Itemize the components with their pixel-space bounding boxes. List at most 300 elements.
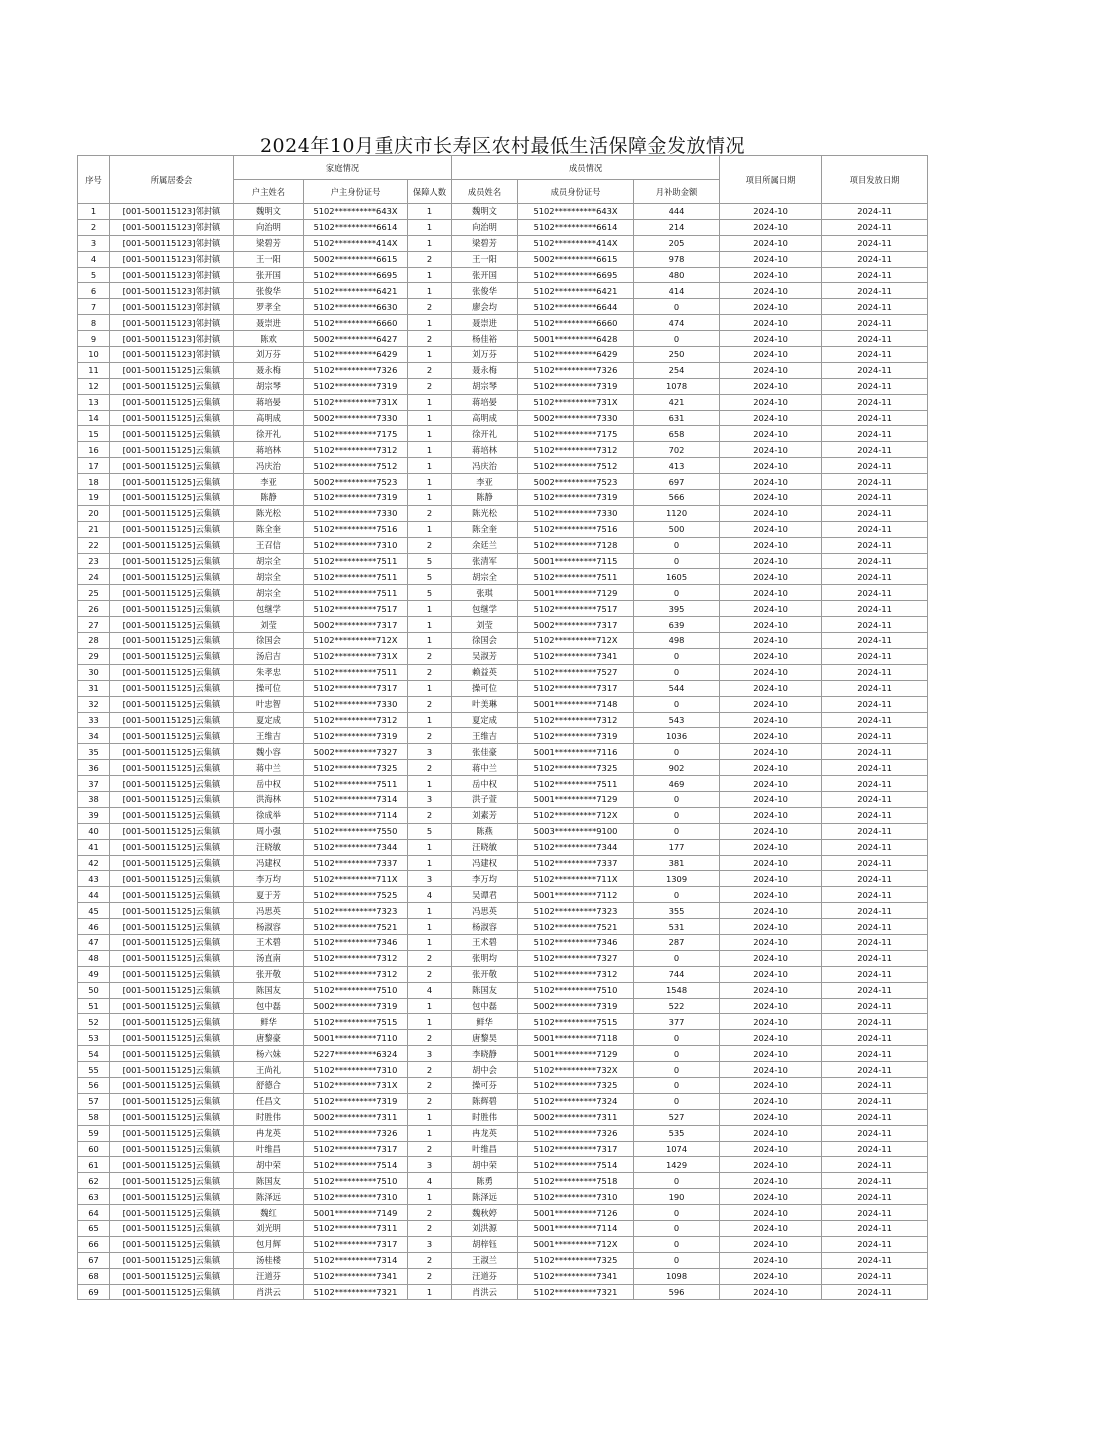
cell-head-name: 张俊华 [234, 283, 304, 299]
cell-payment-date: 2024-11 [822, 839, 928, 855]
cell-covered-count: 1 [408, 903, 452, 919]
table-row [78, 712, 928, 728]
header-member-name: 成员姓名 [452, 180, 518, 204]
cell-payment-date: 2024-11 [822, 1236, 928, 1252]
document-title: 2024年10月重庆市长寿区农村最低生活保障金发放情况 [259, 135, 746, 157]
cell-payment-date: 2024-11 [822, 490, 928, 506]
table-row [78, 648, 928, 664]
cell-head-id: 5102**********7323 [304, 903, 408, 919]
cell-monthly-amount: 190 [634, 1189, 720, 1205]
cell-monthly-amount: 0 [634, 1221, 720, 1237]
cell-committee: [001-500115125]云集镇 [110, 1284, 234, 1300]
cell-project-period: 2024-10 [720, 521, 822, 537]
cell-payment-date: 2024-11 [822, 1141, 928, 1157]
cell-covered-count: 2 [408, 505, 452, 521]
cell-member-name: 王一阳 [452, 251, 518, 267]
cell-head-name: 魏明文 [234, 204, 304, 220]
cell-member-id: 5102**********7319 [518, 490, 634, 506]
cell-project-period: 2024-10 [720, 998, 822, 1014]
table-row [78, 1062, 928, 1078]
cell-head-id: 5002**********7317 [304, 617, 408, 633]
table-row [78, 998, 928, 1014]
cell-head-id: 5102**********7326 [304, 1125, 408, 1141]
cell-member-name: 唐黎昊 [452, 1030, 518, 1046]
table-row [78, 1157, 928, 1173]
cell-covered-count: 1 [408, 267, 452, 283]
cell-covered-count: 1 [408, 410, 452, 426]
cell-head-name: 时胜伟 [234, 1109, 304, 1125]
cell-head-id: 5002**********6427 [304, 331, 408, 347]
cell-covered-count: 4 [408, 887, 452, 903]
cell-member-name: 李晓静 [452, 1046, 518, 1062]
cell-member-name: 王术碧 [452, 934, 518, 950]
cell-payment-date: 2024-11 [822, 569, 928, 585]
cell-member-id: 5102**********643X [518, 204, 634, 220]
cell-payment-date: 2024-11 [822, 1189, 928, 1205]
cell-committee: [001-500115125]云集镇 [110, 458, 234, 474]
cell-payment-date: 2024-11 [822, 410, 928, 426]
cell-member-id: 5102**********7330 [518, 505, 634, 521]
cell-payment-date: 2024-11 [822, 664, 928, 680]
cell-covered-count: 5 [408, 585, 452, 601]
cell-head-name: 舒德合 [234, 1077, 304, 1093]
cell-covered-count: 2 [408, 950, 452, 966]
cell-head-name: 杨淑容 [234, 919, 304, 935]
table-row [78, 1268, 928, 1284]
cell-covered-count: 1 [408, 474, 452, 490]
cell-project-period: 2024-10 [720, 839, 822, 855]
cell-member-name: 操可位 [452, 680, 518, 696]
cell-member-id: 5102**********6614 [518, 219, 634, 235]
cell-project-period: 2024-10 [720, 728, 822, 744]
cell-head-id: 5102**********7312 [304, 950, 408, 966]
cell-index: 30 [78, 664, 110, 680]
cell-head-id: 5102**********7317 [304, 680, 408, 696]
cell-index: 10 [78, 347, 110, 363]
cell-member-name: 张开敬 [452, 966, 518, 982]
cell-member-name: 张佳豪 [452, 744, 518, 760]
cell-monthly-amount: 1605 [634, 569, 720, 585]
cell-head-name: 周小强 [234, 823, 304, 839]
cell-member-name: 鲜华 [452, 1014, 518, 1030]
cell-committee: [001-500115125]云集镇 [110, 569, 234, 585]
cell-member-name: 赖益英 [452, 664, 518, 680]
cell-project-period: 2024-10 [720, 807, 822, 823]
cell-member-id: 5102**********7511 [518, 776, 634, 792]
cell-committee: [001-500115125]云集镇 [110, 490, 234, 506]
cell-member-id: 5102**********7319 [518, 728, 634, 744]
cell-monthly-amount: 414 [634, 283, 720, 299]
cell-monthly-amount: 639 [634, 617, 720, 633]
cell-head-id: 5102**********7510 [304, 1173, 408, 1189]
cell-head-id: 5102**********7346 [304, 934, 408, 950]
cell-project-period: 2024-10 [720, 1077, 822, 1093]
cell-covered-count: 1 [408, 426, 452, 442]
table-row [78, 807, 928, 823]
cell-covered-count: 1 [408, 1125, 452, 1141]
table-row [78, 871, 928, 887]
header-payment-date: 项目发放日期 [822, 156, 928, 204]
cell-member-name: 张明均 [452, 950, 518, 966]
cell-head-name: 胡宗全 [234, 569, 304, 585]
cell-index: 29 [78, 648, 110, 664]
cell-monthly-amount: 377 [634, 1014, 720, 1030]
cell-index: 53 [78, 1030, 110, 1046]
cell-index: 23 [78, 553, 110, 569]
cell-project-period: 2024-10 [720, 490, 822, 506]
cell-payment-date: 2024-11 [822, 347, 928, 363]
cell-covered-count: 2 [408, 251, 452, 267]
cell-payment-date: 2024-11 [822, 474, 928, 490]
cell-member-id: 5001**********6428 [518, 331, 634, 347]
cell-monthly-amount: 421 [634, 394, 720, 410]
cell-committee: [001-500115125]云集镇 [110, 537, 234, 553]
header-project-period: 项目所属日期 [720, 156, 822, 204]
cell-payment-date: 2024-11 [822, 362, 928, 378]
cell-committee: [001-500115125]云集镇 [110, 505, 234, 521]
cell-member-name: 杨佳裕 [452, 331, 518, 347]
header-head-id: 户主身份证号 [304, 180, 408, 204]
cell-index: 21 [78, 521, 110, 537]
cell-monthly-amount: 0 [634, 807, 720, 823]
cell-project-period: 2024-10 [720, 617, 822, 633]
cell-monthly-amount: 1098 [634, 1268, 720, 1284]
cell-committee: [001-500115125]云集镇 [110, 521, 234, 537]
cell-monthly-amount: 0 [634, 1173, 720, 1189]
cell-member-id: 5102**********7511 [518, 569, 634, 585]
cell-project-period: 2024-10 [720, 934, 822, 950]
cell-monthly-amount: 500 [634, 521, 720, 537]
cell-head-name: 张开敬 [234, 966, 304, 982]
cell-member-name: 陈燕 [452, 823, 518, 839]
cell-index: 27 [78, 617, 110, 633]
cell-committee: [001-500115125]云集镇 [110, 1030, 234, 1046]
cell-member-id: 5102**********7310 [518, 1189, 634, 1205]
cell-member-name: 向治明 [452, 219, 518, 235]
cell-payment-date: 2024-11 [822, 283, 928, 299]
cell-member-name: 魏秋婷 [452, 1205, 518, 1221]
cell-index: 7 [78, 299, 110, 315]
cell-member-id: 5001**********7129 [518, 1046, 634, 1062]
cell-covered-count: 3 [408, 744, 452, 760]
cell-project-period: 2024-10 [720, 1157, 822, 1173]
cell-member-id: 5102**********7527 [518, 664, 634, 680]
cell-head-name: 肖洪云 [234, 1284, 304, 1300]
cell-head-name: 汪道芬 [234, 1268, 304, 1284]
cell-committee: [001-500115125]云集镇 [110, 712, 234, 728]
cell-member-name: 陈国友 [452, 982, 518, 998]
cell-covered-count: 2 [408, 664, 452, 680]
cell-project-period: 2024-10 [720, 283, 822, 299]
cell-member-name: 陈泽远 [452, 1189, 518, 1205]
cell-head-id: 5102**********7521 [304, 919, 408, 935]
cell-covered-count: 2 [408, 1205, 452, 1221]
cell-head-id: 5102**********7114 [304, 807, 408, 823]
cell-index: 68 [78, 1268, 110, 1284]
cell-covered-count: 1 [408, 998, 452, 1014]
cell-head-id: 5102**********731X [304, 1077, 408, 1093]
cell-project-period: 2024-10 [720, 871, 822, 887]
cell-project-period: 2024-10 [720, 1109, 822, 1125]
cell-head-name: 夏定成 [234, 712, 304, 728]
table-row [78, 1205, 928, 1221]
cell-project-period: 2024-10 [720, 426, 822, 442]
cell-committee: [001-500115125]云集镇 [110, 934, 234, 950]
cell-monthly-amount: 1548 [634, 982, 720, 998]
table-row [78, 426, 928, 442]
cell-member-name: 李万均 [452, 871, 518, 887]
header-covered-count: 保障人数 [408, 180, 452, 204]
table-body [78, 204, 928, 1300]
cell-payment-date: 2024-11 [822, 982, 928, 998]
cell-covered-count: 1 [408, 394, 452, 410]
cell-member-id: 5102**********7312 [518, 966, 634, 982]
table-row [78, 617, 928, 633]
cell-head-name: 陈静 [234, 490, 304, 506]
cell-covered-count: 4 [408, 1173, 452, 1189]
cell-covered-count: 1 [408, 776, 452, 792]
cell-payment-date: 2024-11 [822, 934, 928, 950]
cell-member-id: 5102**********7325 [518, 1077, 634, 1093]
cell-member-name: 王维吉 [452, 728, 518, 744]
table-row [78, 1014, 928, 1030]
cell-committee: [001-500115125]云集镇 [110, 839, 234, 855]
cell-covered-count: 2 [408, 378, 452, 394]
cell-member-name: 胡宗全 [452, 569, 518, 585]
cell-member-id: 5102**********711X [518, 871, 634, 887]
cell-committee: [001-500115125]云集镇 [110, 744, 234, 760]
cell-project-period: 2024-10 [720, 474, 822, 490]
cell-head-name: 冯思英 [234, 903, 304, 919]
cell-monthly-amount: 177 [634, 839, 720, 855]
cell-member-name: 刘万芬 [452, 347, 518, 363]
table-row [78, 1109, 928, 1125]
cell-head-name: 包月辉 [234, 1236, 304, 1252]
cell-index: 40 [78, 823, 110, 839]
cell-head-id: 5001**********7110 [304, 1030, 408, 1046]
cell-member-id: 5102**********7175 [518, 426, 634, 442]
cell-payment-date: 2024-11 [822, 966, 928, 982]
cell-covered-count: 1 [408, 219, 452, 235]
cell-monthly-amount: 0 [634, 950, 720, 966]
table-row [78, 1125, 928, 1141]
cell-payment-date: 2024-11 [822, 521, 928, 537]
cell-index: 42 [78, 855, 110, 871]
cell-covered-count: 1 [408, 617, 452, 633]
cell-index: 50 [78, 982, 110, 998]
table-row [78, 633, 928, 649]
cell-payment-date: 2024-11 [822, 1205, 928, 1221]
cell-head-id: 5102**********7312 [304, 966, 408, 982]
cell-index: 2 [78, 219, 110, 235]
cell-index: 11 [78, 362, 110, 378]
table-row [78, 219, 928, 235]
table-row [78, 839, 928, 855]
table-row [78, 585, 928, 601]
cell-monthly-amount: 535 [634, 1125, 720, 1141]
cell-covered-count: 5 [408, 823, 452, 839]
cell-monthly-amount: 697 [634, 474, 720, 490]
table-row [78, 664, 928, 680]
table-row [78, 490, 928, 506]
cell-monthly-amount: 381 [634, 855, 720, 871]
cell-member-id: 5102**********6644 [518, 299, 634, 315]
cell-member-id: 5102**********731X [518, 394, 634, 410]
cell-head-id: 5102**********7510 [304, 982, 408, 998]
cell-index: 25 [78, 585, 110, 601]
cell-index: 32 [78, 696, 110, 712]
cell-payment-date: 2024-11 [822, 823, 928, 839]
cell-member-name: 刘洪源 [452, 1221, 518, 1237]
cell-member-id: 5001**********7129 [518, 791, 634, 807]
cell-head-name: 洪海林 [234, 791, 304, 807]
cell-project-period: 2024-10 [720, 1173, 822, 1189]
cell-head-id: 5102**********7319 [304, 490, 408, 506]
cell-committee: [001-500115125]云集镇 [110, 1109, 234, 1125]
cell-index: 35 [78, 744, 110, 760]
cell-member-id: 5001**********7116 [518, 744, 634, 760]
cell-project-period: 2024-10 [720, 1189, 822, 1205]
cell-head-id: 5102**********7317 [304, 1236, 408, 1252]
cell-index: 14 [78, 410, 110, 426]
cell-index: 59 [78, 1125, 110, 1141]
cell-covered-count: 2 [408, 1252, 452, 1268]
cell-member-id: 5001**********7148 [518, 696, 634, 712]
cell-index: 44 [78, 887, 110, 903]
cell-index: 33 [78, 712, 110, 728]
cell-head-name: 汤直南 [234, 950, 304, 966]
cell-member-name: 张开国 [452, 267, 518, 283]
cell-head-id: 5102**********7326 [304, 362, 408, 378]
cell-member-id: 5002**********7317 [518, 617, 634, 633]
cell-index: 51 [78, 998, 110, 1014]
cell-head-name: 汤桂楼 [234, 1252, 304, 1268]
cell-member-id: 5102**********712X [518, 633, 634, 649]
cell-head-id: 5227**********6324 [304, 1046, 408, 1062]
cell-payment-date: 2024-11 [822, 394, 928, 410]
cell-covered-count: 3 [408, 1236, 452, 1252]
cell-head-name: 王尚礼 [234, 1062, 304, 1078]
cell-project-period: 2024-10 [720, 410, 822, 426]
cell-committee: [001-500115123]邻封镇 [110, 251, 234, 267]
cell-project-period: 2024-10 [720, 394, 822, 410]
cell-payment-date: 2024-11 [822, 553, 928, 569]
cell-head-id: 5102**********7514 [304, 1157, 408, 1173]
cell-payment-date: 2024-11 [822, 791, 928, 807]
cell-index: 38 [78, 791, 110, 807]
header-committee: 所属居委会 [110, 156, 234, 204]
cell-covered-count: 2 [408, 537, 452, 553]
cell-member-id: 5102**********7312 [518, 712, 634, 728]
cell-member-name: 叶维昌 [452, 1141, 518, 1157]
cell-payment-date: 2024-11 [822, 760, 928, 776]
cell-project-period: 2024-10 [720, 664, 822, 680]
cell-committee: [001-500115125]云集镇 [110, 998, 234, 1014]
cell-member-name: 李亚 [452, 474, 518, 490]
table-row [78, 982, 928, 998]
cell-member-name: 王淑兰 [452, 1252, 518, 1268]
cell-payment-date: 2024-11 [822, 537, 928, 553]
table-row [78, 855, 928, 871]
cell-monthly-amount: 480 [634, 267, 720, 283]
cell-payment-date: 2024-11 [822, 458, 928, 474]
cell-project-period: 2024-10 [720, 601, 822, 617]
cell-covered-count: 2 [408, 1221, 452, 1237]
cell-payment-date: 2024-11 [822, 919, 928, 935]
cell-head-name: 鲜华 [234, 1014, 304, 1030]
cell-member-name: 冉龙英 [452, 1125, 518, 1141]
cell-head-name: 陈全奎 [234, 521, 304, 537]
cell-member-name: 吴谭君 [452, 887, 518, 903]
cell-head-id: 5102**********7312 [304, 712, 408, 728]
header-head-name: 户主姓名 [234, 180, 304, 204]
header-row-top [78, 156, 928, 180]
cell-member-id: 5102**********7515 [518, 1014, 634, 1030]
cell-payment-date: 2024-11 [822, 1221, 928, 1237]
table-row [78, 235, 928, 251]
cell-member-name: 张清军 [452, 553, 518, 569]
cell-member-id: 5102**********6660 [518, 315, 634, 331]
cell-payment-date: 2024-11 [822, 712, 928, 728]
table-row [78, 950, 928, 966]
table-row [78, 728, 928, 744]
cell-head-id: 5102**********6695 [304, 267, 408, 283]
cell-committee: [001-500115125]云集镇 [110, 410, 234, 426]
table-row [78, 823, 928, 839]
cell-index: 17 [78, 458, 110, 474]
cell-head-id: 5102**********7330 [304, 696, 408, 712]
cell-payment-date: 2024-11 [822, 315, 928, 331]
cell-head-name: 王一阳 [234, 251, 304, 267]
cell-project-period: 2024-10 [720, 1236, 822, 1252]
cell-head-id: 5102**********7525 [304, 887, 408, 903]
table-row [78, 299, 928, 315]
cell-committee: [001-500115125]云集镇 [110, 1173, 234, 1189]
cell-payment-date: 2024-11 [822, 442, 928, 458]
table-row [78, 204, 928, 220]
cell-head-name: 杨六妹 [234, 1046, 304, 1062]
cell-head-id: 5102**********6614 [304, 219, 408, 235]
cell-member-id: 5102**********7326 [518, 1125, 634, 1141]
cell-payment-date: 2024-11 [822, 251, 928, 267]
cell-head-name: 蒋培晏 [234, 394, 304, 410]
cell-head-id: 5102**********7310 [304, 1062, 408, 1078]
table-header [78, 156, 928, 204]
cell-member-name: 蒋培林 [452, 442, 518, 458]
cell-monthly-amount: 1309 [634, 871, 720, 887]
cell-member-id: 5002**********7523 [518, 474, 634, 490]
table-row [78, 410, 928, 426]
cell-payment-date: 2024-11 [822, 744, 928, 760]
table-row [78, 378, 928, 394]
cell-monthly-amount: 0 [634, 1252, 720, 1268]
cell-monthly-amount: 566 [634, 490, 720, 506]
cell-project-period: 2024-10 [720, 251, 822, 267]
cell-covered-count: 2 [408, 760, 452, 776]
cell-covered-count: 3 [408, 1046, 452, 1062]
table-row [78, 887, 928, 903]
cell-member-name: 时胜伟 [452, 1109, 518, 1125]
cell-covered-count: 1 [408, 839, 452, 855]
cell-member-id: 5102**********7327 [518, 950, 634, 966]
cell-head-name: 陈光松 [234, 505, 304, 521]
cell-committee: [001-500115125]云集镇 [110, 601, 234, 617]
cell-committee: [001-500115125]云集镇 [110, 760, 234, 776]
cell-member-name: 廖会均 [452, 299, 518, 315]
cell-head-name: 王维吉 [234, 728, 304, 744]
cell-committee: [001-500115125]云集镇 [110, 1236, 234, 1252]
cell-project-period: 2024-10 [720, 442, 822, 458]
